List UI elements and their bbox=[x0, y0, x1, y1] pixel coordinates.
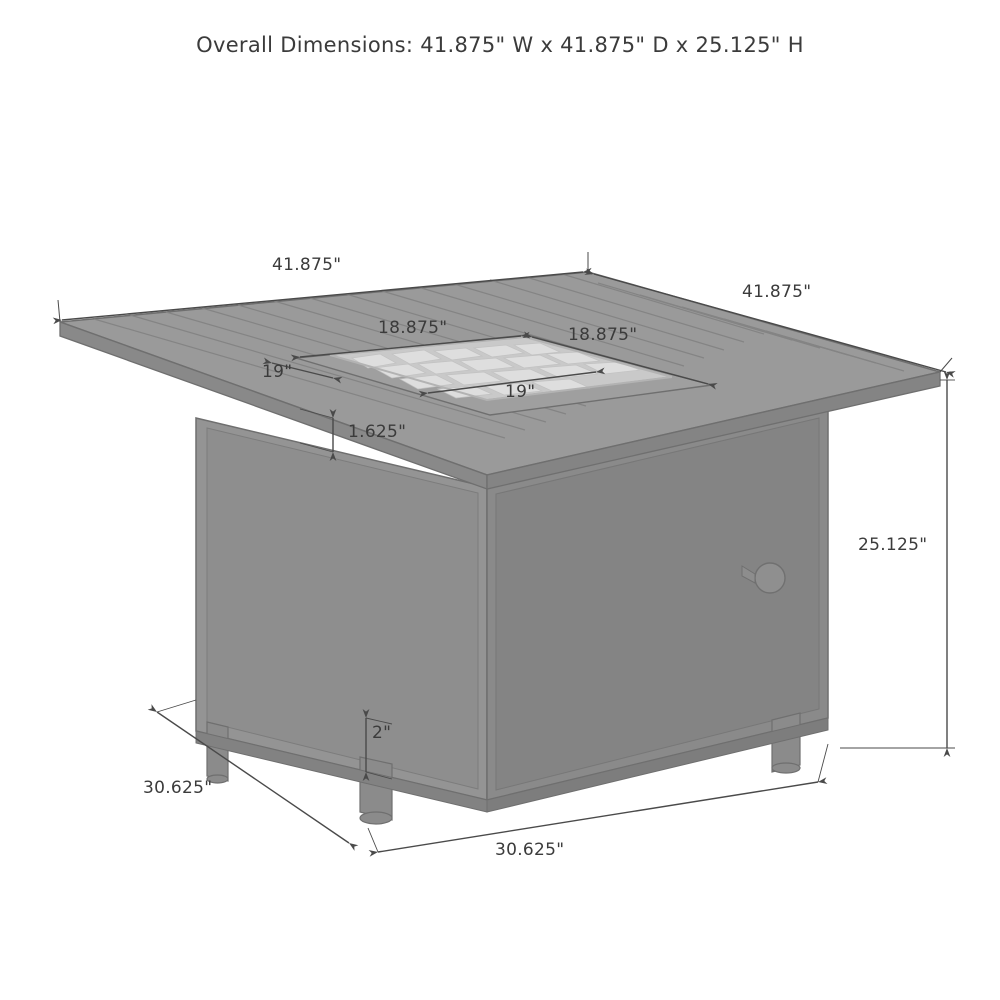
dim-top-thickness: 1.625" bbox=[348, 422, 407, 442]
page-title: Overall Dimensions: 41.875" W x 41.875" D x 25.125" H bbox=[196, 33, 804, 57]
dim-top-width: 41.875" bbox=[272, 255, 342, 275]
dim-base-depth: 30.625" bbox=[143, 778, 213, 798]
dim-overall-height: 25.125" bbox=[858, 535, 928, 555]
dim-base-width: 30.625" bbox=[495, 840, 565, 860]
dim-opening-left: 19" bbox=[262, 362, 293, 382]
dim-leg-height: 2" bbox=[372, 723, 392, 743]
dim-burner-depth: 18.875" bbox=[568, 325, 638, 345]
dim-burner-width: 18.875" bbox=[378, 318, 448, 338]
dim-opening-front: 19" bbox=[505, 382, 536, 402]
dim-top-depth: 41.875" bbox=[742, 282, 812, 302]
